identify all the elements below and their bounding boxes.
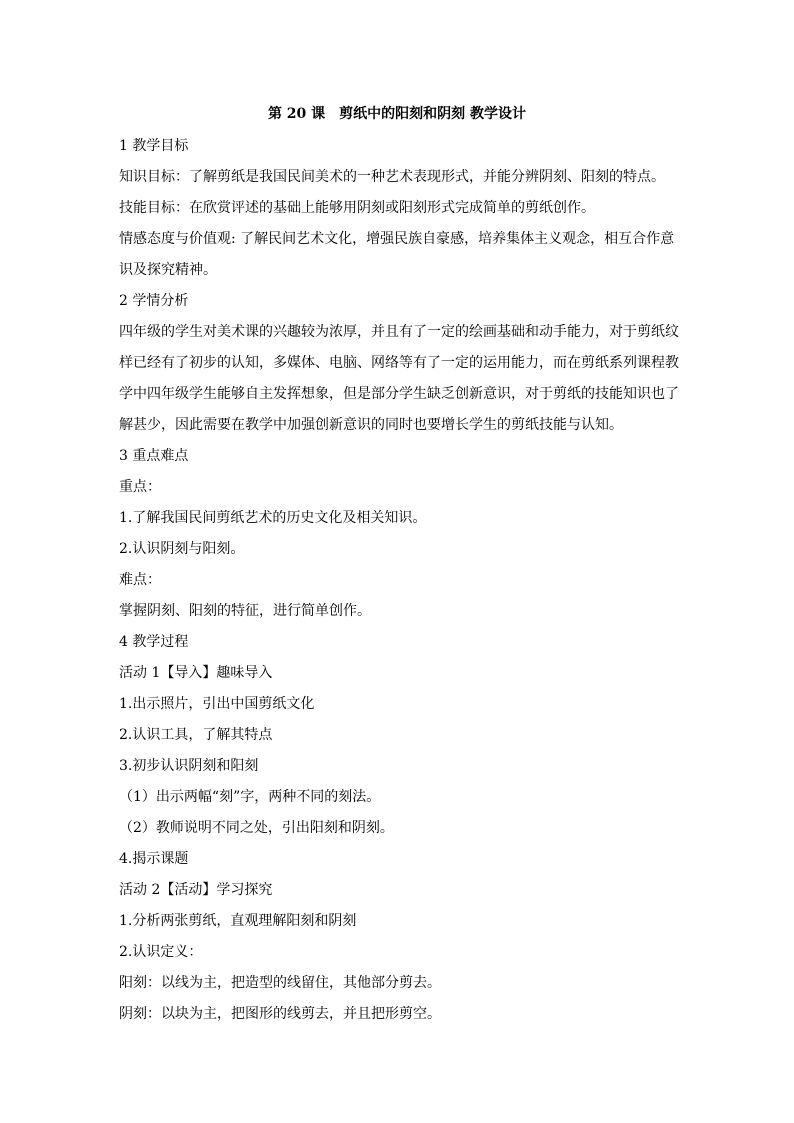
paragraph-line: 1.分析两张剪纸，直观理解阳刻和阴刻 — [119, 913, 357, 929]
paragraph-line: 难点： — [119, 572, 161, 588]
section-heading-process: 4 教学过程 — [119, 634, 189, 650]
paragraph-line: 阳刻：以线为主，把造型的线留住，其他部分剪去。 — [119, 975, 441, 991]
activity-heading: 活动 1【导入】趣味导入 — [119, 665, 273, 681]
paragraph-line: 3.初步认识阴刻和阳刻 — [119, 758, 259, 774]
paragraph-line: 1.出示照片，引出中国剪纸文化 — [119, 696, 315, 712]
paragraph-line: 阴刻：以块为主，把图形的线剪去，并且把形剪空。 — [119, 1006, 441, 1022]
paragraph-line: 情感态度与价值观: 了解民间艺术文化，增强民族自豪感，培养集体主义观念，相互合作意 — [119, 231, 675, 247]
paragraph-line: 2.认识工具，了解其特点 — [119, 727, 273, 743]
activity-heading: 活动 2【活动】学习探究 — [119, 882, 273, 898]
paragraph-line: 掌握阴刻、阳刻的特征，进行简单创作。 — [119, 603, 371, 619]
document-title: 第 20 课 剪纸中的阳刻和阴刻 教学设计 — [267, 106, 527, 122]
section-heading-objectives: 1 教学目标 — [119, 138, 189, 154]
paragraph-line: 识及探究精神。 — [119, 262, 217, 278]
paragraph-line: 2.认识定义： — [119, 944, 203, 960]
paragraph-line: （2）教师说明不同之处，引出阳刻和阴刻。 — [119, 820, 394, 836]
paragraph-line: 2.认识阴刻与阳刻。 — [119, 541, 245, 557]
document-body — [119, 131, 679, 1030]
paragraph-line: 知识目标：了解剪纸是我国民间美术的一种艺术表现形式，并能分辨阴刻、阳刻的特点。 — [119, 169, 665, 185]
paragraph-line: 重点： — [119, 479, 161, 495]
paragraph-line: 1.了解我国民间剪纸艺术的历史文化及相关知识。 — [119, 510, 427, 526]
paragraph-line: 样已经有了初步的认知，多媒体、电脑、网络等有了一定的运用能力，而在剪纸系列课程教 — [119, 355, 679, 371]
section-heading-key-points: 3 重点难点 — [119, 448, 189, 464]
paragraph-line: 4.揭示课题 — [119, 851, 189, 867]
paragraph-line: 学中四年级学生能够自主发挥想象，但是部分学生缺乏创新意识，对于剪纸的技能知识也了 — [119, 386, 679, 402]
paragraph-line: 技能目标：在欣赏评述的基础上能够用阴刻或阳刻形式完成简单的剪纸创作。 — [119, 200, 595, 216]
paragraph-line: 四年级的学生对美术课的兴趣较为浓厚，并且有了一定的绘画基础和动手能力，对于剪纸纹 — [119, 324, 679, 340]
paragraph-line: （1）出示两幅“刻”字，两种不同的刻法。 — [119, 789, 381, 805]
section-heading-analysis: 2 学情分析 — [119, 293, 189, 309]
paragraph-line: 解甚少，因此需要在教学中加强创新意识的同时也要增长学生的剪纸技能与认知。 — [119, 417, 623, 433]
